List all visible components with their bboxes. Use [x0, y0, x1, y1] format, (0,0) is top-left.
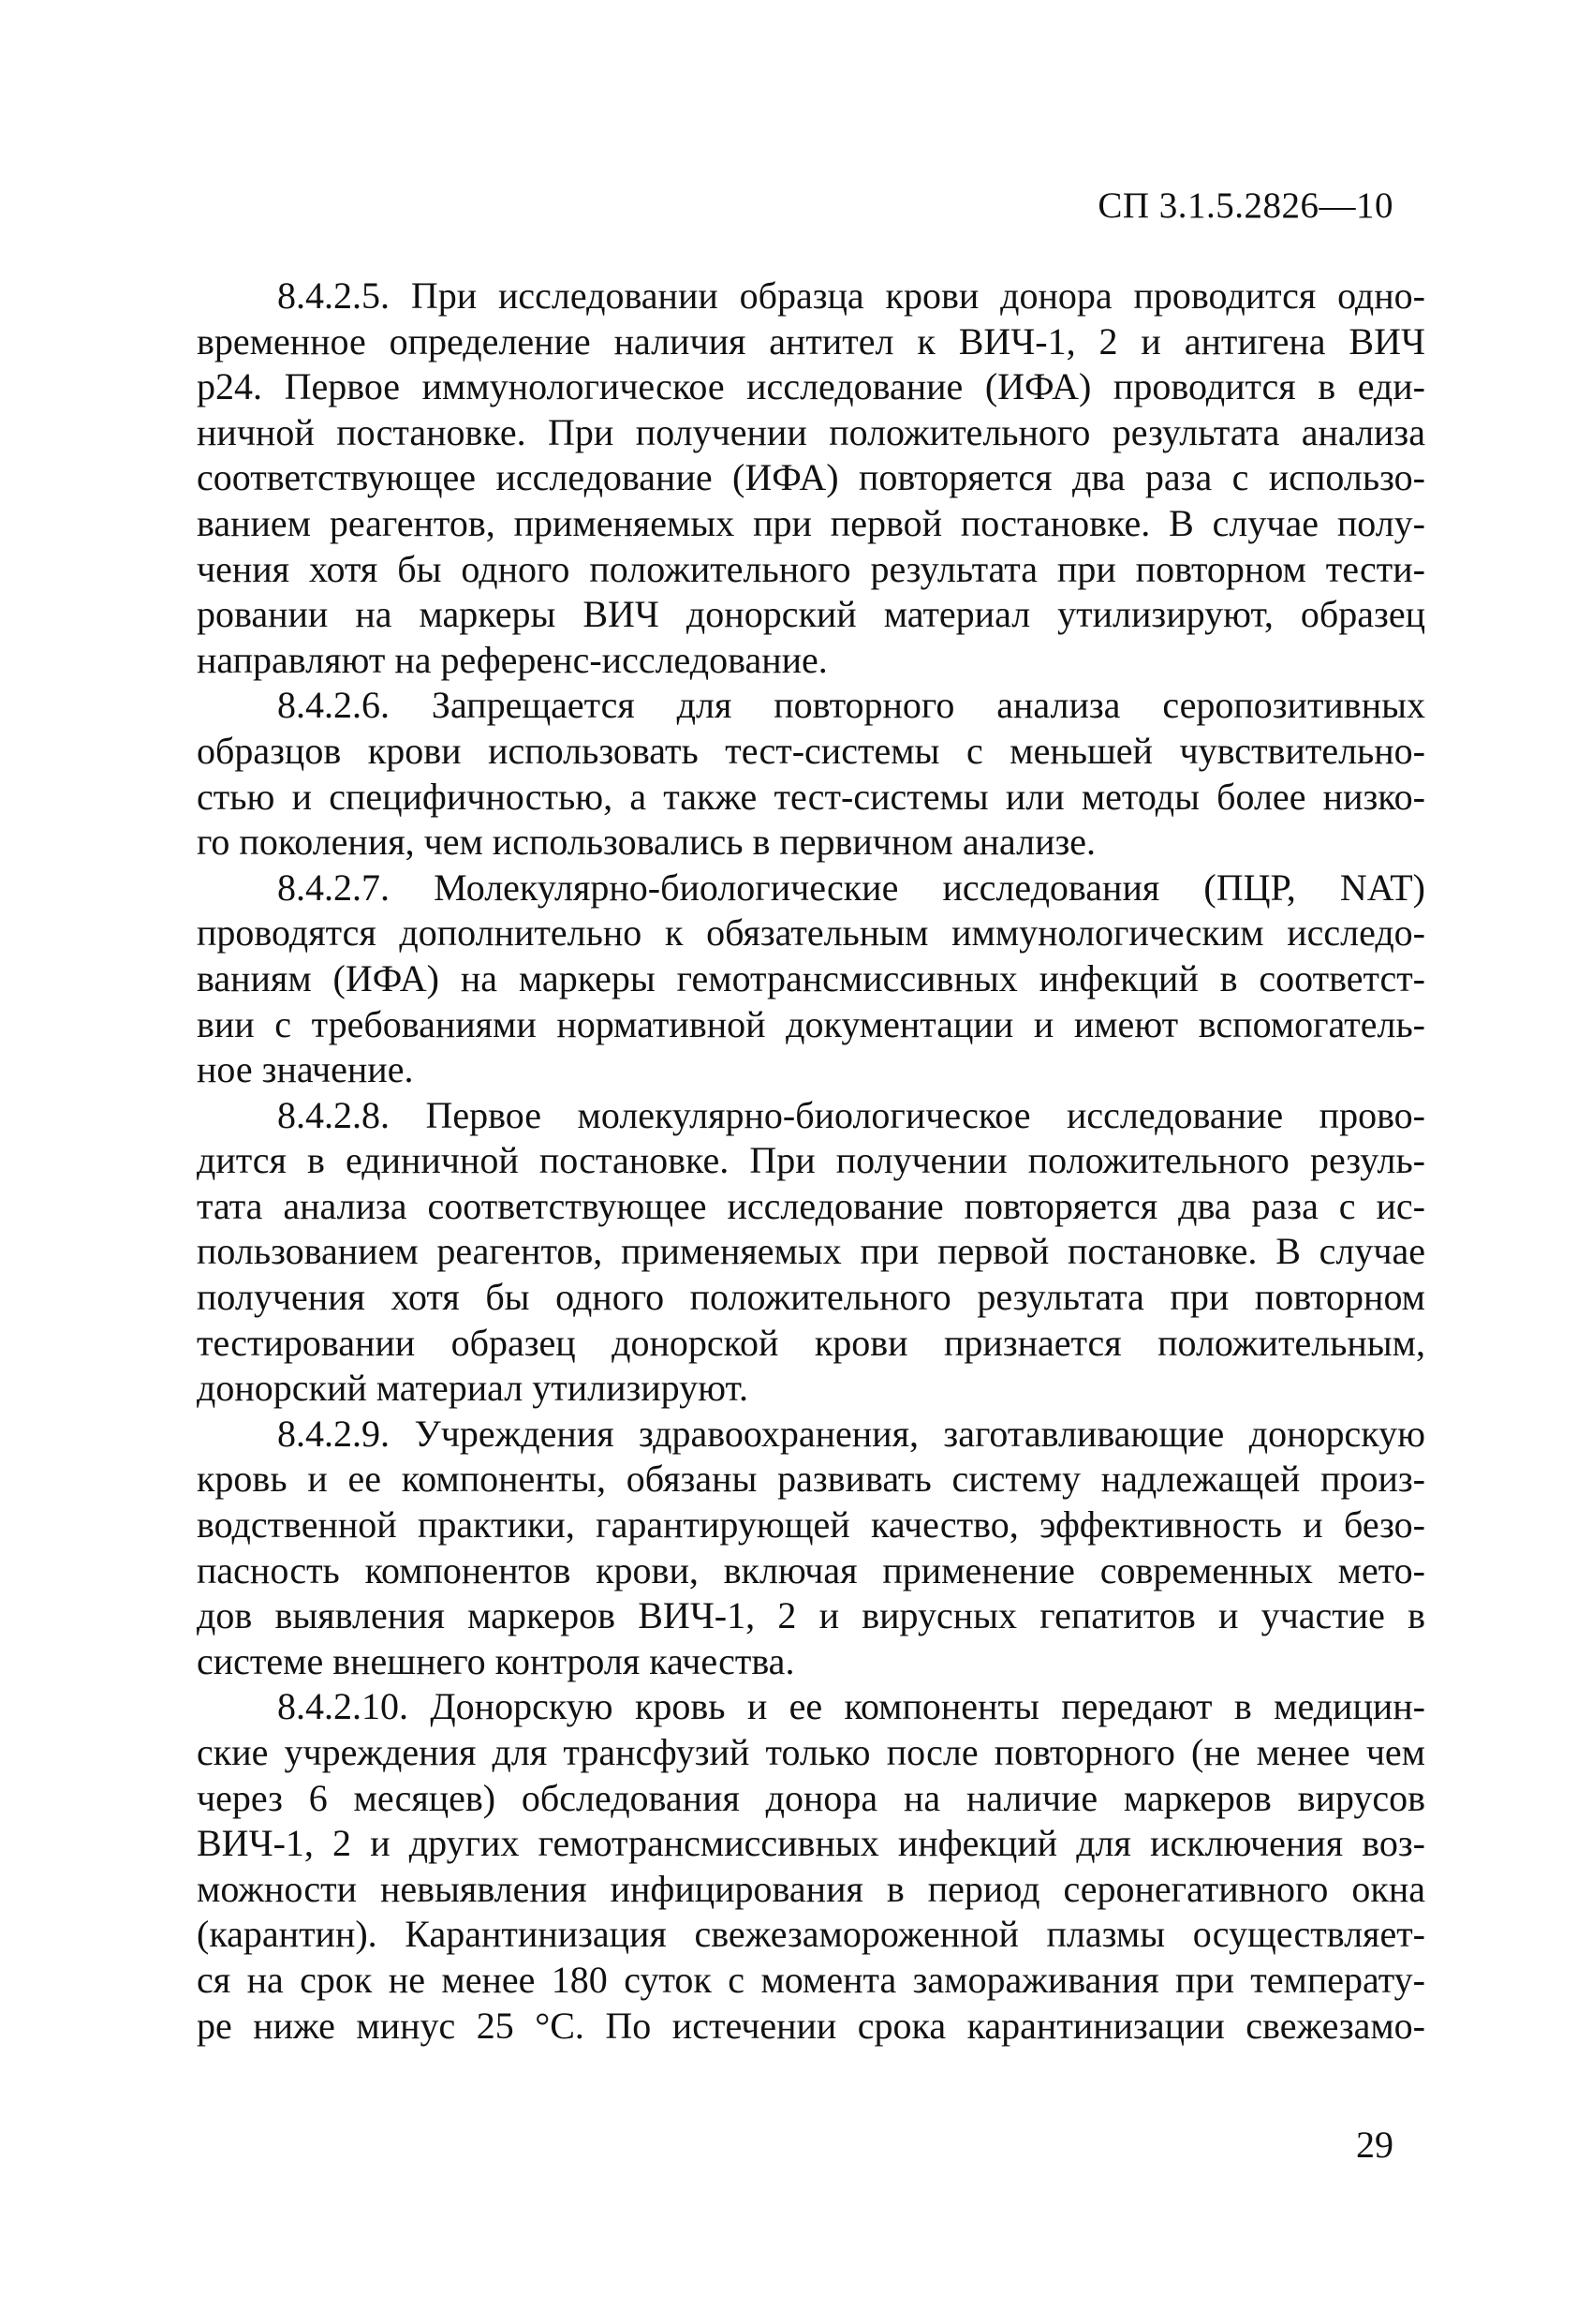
paragraph: [197, 683, 1425, 865]
text-line: р24. Первое иммунологическое исследование (ИФА) проводится в еди-: [197, 365, 1425, 408]
text-line: 8.4.2.7. Молекулярно-биологические исследования (ПЦР, NAT): [277, 866, 1425, 909]
text-line: получения хотя бы одного положительного результата при повторном: [197, 1276, 1425, 1319]
text-line: ВИЧ-1, 2 и других гемотрансмиссивных инфекций для исключения воз-: [197, 1822, 1425, 1865]
text-line: дов выявления маркеров ВИЧ-1, 2 и вирусных гепатитов и участие в: [197, 1594, 1425, 1637]
text-line: 8.4.2.10. Донорскую кровь и ее компоненты передают в медицин-: [277, 1685, 1425, 1728]
text-line: можности невыявления инфицирования в период серонегативного окна: [197, 1867, 1425, 1910]
text-line: соответствующее исследование (ИФА) повторяется два раза с использо-: [197, 456, 1425, 499]
text-line: системе внешнего контроля качества.: [197, 1639, 795, 1682]
text-line: (карантин). Карантинизация свежезамороженной плазмы осуществляет-: [197, 1913, 1425, 1956]
text-line: дится в единичной постановке. При получении положительного резуль-: [197, 1139, 1425, 1182]
text-line: ванием реагентов, применяемых при первой постановке. В случае полу-: [197, 501, 1425, 544]
text-line: 8.4.2.8. Первое молекулярно-биологическое исследование прово-: [277, 1093, 1425, 1136]
text-line: ное значение.: [197, 1048, 414, 1091]
text-line: тата анализа соответствующее исследование повторяется два раза с ис-: [197, 1184, 1425, 1227]
paragraph: [197, 866, 1425, 1093]
paragraph: [197, 1412, 1425, 1685]
text-line: ре ниже минус 25 °С. По истечении срока карантинизации свежезамо-: [197, 2004, 1425, 2047]
document-code-header: СП 3.1.5.2826—10: [1098, 185, 1393, 226]
text-line: ваниям (ИФА) на маркеры гемотрансмиссивных инфекций в соответст-: [197, 956, 1425, 999]
text-line: 8.4.2.5. При исследовании образца крови донора проводится одно-: [277, 274, 1425, 317]
text-line: кровь и ее компоненты, обязаны развивать систему надлежащей произ-: [197, 1458, 1425, 1501]
body-text: [197, 274, 1425, 2049]
text-line: донорский материал утилизируют.: [197, 1367, 748, 1410]
text-line: чения хотя бы одного положительного результата при повторном тести-: [197, 547, 1425, 590]
text-line: направляют на референс-исследование.: [197, 638, 828, 681]
paragraph: [197, 1093, 1425, 1412]
text-line: через 6 месяцев) обследования донора на наличие маркеров вирусов: [197, 1776, 1425, 1819]
text-line: временное определение наличия антител к ВИЧ-1, 2 и антигена ВИЧ: [197, 319, 1425, 363]
text-line: проводятся дополнительно к обязательным иммунологическим исследо-: [197, 911, 1425, 955]
text-line: образцов крови использовать тест-системы с меньшей чувствительно-: [197, 729, 1425, 772]
text-line: пасность компонентов крови, включая применение современных мето-: [197, 1548, 1425, 1591]
text-line: тестировании образец донорской крови признается положительным,: [197, 1321, 1425, 1364]
text-line: ские учреждения для трансфузий только после повторного (не менее чем: [197, 1731, 1425, 1773]
text-line: ровании на маркеры ВИЧ донорский материал утилизируют, образец: [197, 593, 1425, 636]
text-line: водственной практики, гарантирующей качество, эффективность и безо-: [197, 1503, 1425, 1547]
paragraph: [197, 1684, 1425, 2049]
text-line: ся на срок не менее 180 суток с момента замораживания при температу-: [197, 1958, 1425, 2001]
text-line: стью и специфичностью, а также тест-системы или методы более низко-: [197, 775, 1425, 818]
text-line: ничной постановке. При получении положительного результата анализа: [197, 410, 1425, 453]
paragraph: [197, 274, 1425, 683]
page-number: 29: [1356, 2124, 1393, 2166]
text-line: вии с требованиями нормативной документации и имеют вспомогатель-: [197, 1002, 1425, 1045]
text-line: 8.4.2.9. Учреждения здравоохранения, заготавливающие донорскую: [277, 1412, 1425, 1455]
text-line: го поколения, чем использовались в первичном анализе.: [197, 821, 1097, 864]
text-line: пользованием реагентов, применяемых при первой постановке. В случае: [197, 1230, 1425, 1273]
text-line: 8.4.2.6. Запрещается для повторного анализа серопозитивных: [277, 684, 1425, 727]
